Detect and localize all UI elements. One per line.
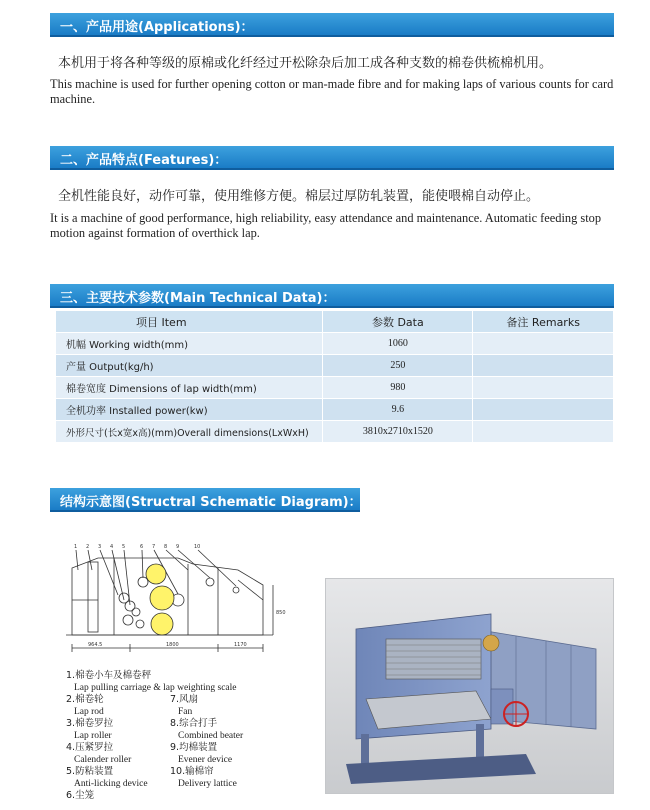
legend-item-zh: 2.棉卷轮	[66, 694, 104, 705]
table-row	[56, 399, 614, 421]
row-item: 全机功率 Installed power(kw)	[56, 399, 323, 421]
row-remarks	[473, 355, 614, 377]
legend-item-zh: 10.输棉帘	[170, 766, 214, 777]
section-title: 结构示意图(Structral Schematic Diagram)：	[60, 495, 362, 510]
diagram-number: 6	[140, 544, 144, 550]
legend-item-zh: 8.综合打手	[170, 718, 218, 729]
diagram-number: 3	[98, 544, 102, 550]
row-remarks	[473, 333, 614, 355]
table-row	[56, 377, 614, 399]
legend-item-zh: 3.棉卷罗拉	[66, 718, 114, 729]
technical-data-table	[56, 311, 614, 443]
legend-item-en: Delivery lattice	[178, 779, 237, 789]
section-header-features	[50, 146, 614, 170]
legend-item-zh: 4.压紧罗拉	[66, 742, 114, 753]
section-header-diagram	[50, 488, 360, 512]
legend-item-zh: 7.风扇	[170, 694, 199, 705]
dimension-label: 1170	[234, 642, 247, 648]
section-title: 一、产品用途(Applications)：	[60, 20, 254, 35]
section-header-applications	[50, 13, 614, 37]
section-title: 二、产品特点(Features)：	[60, 153, 228, 168]
machine-photo	[325, 578, 614, 794]
diagram-number: 10	[194, 544, 201, 550]
section-title: 三、主要技术参数(Main Technical Data)：	[60, 291, 336, 306]
legend-item-en: Anti-licking device	[74, 779, 148, 789]
features-zh-text: 全机性能良好，动作可靠，使用维修方便。棉层过厚防轧装置，能使喂棉自动停止。	[58, 189, 540, 204]
row-remarks	[473, 421, 614, 443]
diagram-legend-right	[170, 694, 243, 790]
header-item: 项目 Item	[56, 311, 323, 333]
dimension-label: 1800	[166, 642, 179, 648]
diagram-number: 5	[122, 544, 126, 550]
table-row	[56, 355, 614, 377]
legend-item-en: Lap pulling carriage & lap weighting scale	[74, 683, 237, 693]
row-remarks	[473, 399, 614, 421]
row-item: 产量 Output(kg/h)	[56, 355, 323, 377]
diagram-number: 1	[74, 544, 78, 550]
diagram-number: 9	[176, 544, 180, 550]
dimension-label: 964.5	[88, 642, 103, 648]
diagram-number: 4	[110, 544, 114, 550]
legend-item-en: Calender roller	[74, 755, 132, 765]
legend-item-en: Lap rod	[74, 707, 104, 717]
diagram-number: 2	[86, 544, 90, 550]
header-param: 参数 Data	[323, 311, 473, 333]
legend-item-zh: 9.均棉装置	[170, 742, 218, 753]
dimension-label: 850	[276, 610, 286, 616]
header-remarks: 备注 Remarks	[473, 311, 614, 333]
legend-item-zh: 6.尘笼	[66, 790, 95, 801]
diagram-number: 7	[152, 544, 156, 550]
legend-item-en: Fan	[178, 707, 193, 717]
legend-item-zh: 1.棉卷小车及棉卷秤	[66, 670, 152, 681]
legend-item-en: Evener device	[178, 755, 233, 765]
row-value: 1060	[323, 333, 473, 355]
legend-item-zh: 5.防粘装置	[66, 766, 114, 777]
row-item: 机幅 Working width(mm)	[56, 333, 323, 355]
row-item: 外形尺寸(长x宽x高)(mm)Overall dimensions(LxWxH)	[56, 421, 323, 443]
features-en-text: It is a machine of good performance, high reliability, easy attendance and maintenance. Automatic feeding stop motion against formation of overthick lap.	[50, 211, 602, 240]
row-value: 980	[323, 377, 473, 399]
legend-item-en: Lap roller	[74, 731, 112, 741]
diagram-number: 8	[164, 544, 168, 550]
row-value: 250	[323, 355, 473, 377]
schematic-diagram	[58, 540, 288, 662]
table-header-row	[56, 311, 614, 333]
table-row	[56, 333, 614, 355]
machine-illustration	[326, 579, 613, 793]
legend-item-en: Combined beater	[178, 731, 244, 741]
table-row	[56, 421, 614, 443]
row-value: 3810x2710x1520	[323, 421, 473, 443]
section-header-technical	[50, 284, 614, 308]
row-remarks	[473, 377, 614, 399]
applications-zh-text: 本机用于将各种等级的原棉或化纤经过开松除杂后加工成各种支数的棉卷供梳棉机用。	[58, 56, 553, 71]
row-item: 棉卷宽度 Dimensions of lap width(mm)	[56, 377, 323, 399]
applications-en-text: This machine is used for further opening cotton or man-made fibre and for making laps of various counts for card machine.	[50, 77, 614, 106]
row-value: 9.6	[323, 399, 473, 421]
